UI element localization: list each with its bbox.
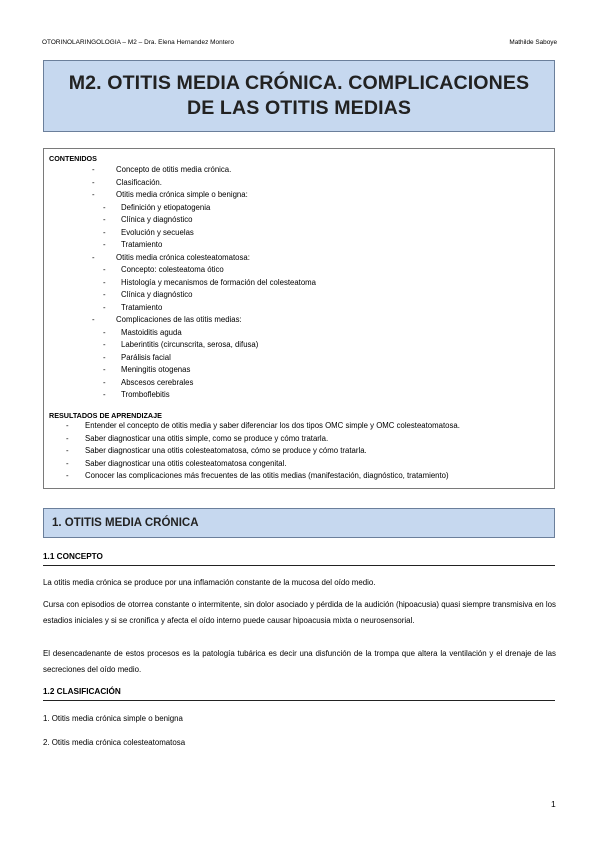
section-1-heading: 1. OTITIS MEDIA CRÓNICA [43,508,555,538]
contenidos-subitem: - Clínica y diagnóstico [103,290,193,299]
resultados-heading: RESULTADOS DE APRENDIZAJE [49,411,162,420]
contenidos-subitem: - Tratamiento [103,240,163,249]
contenidos-subitem: - Evolución y secuelas [103,227,194,237]
contenidos-subitem: - Laberintitis (circunscrita, serosa, difusa) [103,340,259,349]
page-title-line-2: DE LAS OTITIS MEDIAS [186,97,412,119]
concepto-paragraph-3: El desencadenante de estos procesos es la patología tubárica es decir una disfunción de la trompa que altera la ventilación y el drenaje de las secreciones del oído medio. [43,649,556,674]
resultados-item: - Saber diagnosticar una otitis colesteatomatosa, cómo se produce y cómo tratarla. [66,446,367,455]
running-header-course: OTORINOLARINGOLOGIA – M2 – Dra. Elena Hernandez Montero [42,39,234,46]
contenidos-item: - Concepto de otitis media crónica. [92,165,232,174]
resultados-item: - Entender el concepto de otitis media y saber diferenciar los dos tipos OMC simple y OMC colesteatomatosa. [66,421,460,430]
concepto-paragraph-1: La otitis media crónica se produce por una inflamación constante de la mucosa del oído medio. [43,578,376,587]
contenidos-subitem: - Definición y etiopatogenia [103,202,211,212]
contenidos-subitem: - Clínica y diagnóstico [103,215,193,224]
page-number: 1 [551,799,556,809]
contenidos-subitem: - Tratamiento [103,302,163,312]
clasificacion-item-1: 1. Otitis media crónica simple o benigna [43,714,183,723]
resultados-item: - Saber diagnosticar una otitis simple, como se produce y cómo tratarla. [66,433,329,443]
contenidos-item: - Clasificación. [92,177,162,187]
concepto-paragraph-2: Cursa con episodios de otorrea constante o intermitente, sin dolor asociado y pérdida de la audición (hipoacusia) quasi siempre transmisiva en los estadios iniciales y si se cronifica y afecta el oído interno puede causar hipoacusia mixta o neurosensorial. [43,600,556,625]
contenidos-item: - Complicaciones de las otitis medias: [92,315,242,324]
contenidos-subitem: - Abscesos cerebrales [103,377,194,387]
running-header-author: Mathilde Saboye [509,39,557,46]
contenidos-item: - Otitis media crónica colesteatomatosa: [92,252,250,262]
page-title-line-1: M2. OTITIS MEDIA CRÓNICA. COMPLICACIONES [68,72,530,94]
resultados-item: - Saber diagnosticar una otitis colesteatomatosa congenital. [66,458,287,468]
contenidos-subitem: - Parálisis facial [103,352,171,362]
contenidos-heading: CONTENIDOS [49,154,97,163]
clasificacion-item-2: 2. Otitis media crónica colesteatomatosa [43,738,186,747]
title-box [43,60,555,132]
concepto-heading: 1.1 CONCEPTO [43,552,555,566]
resultados-item: - Conocer las complicaciones más frecuentes de las otitis medias (manifestación, diagnóstico, tratamiento) [66,471,449,480]
contenidos-subitem: - Concepto: colesteatoma ótico [103,265,224,274]
contenidos-item: - Otitis media crónica simple o benigna: [92,190,248,199]
contenidos-subitem: - Meningitis otogenas [103,365,191,374]
contenidos-subitem: - Mastoiditis aguda [103,327,182,337]
contents-box [43,148,555,489]
clasificacion-heading: 1.2 CLASIFICACIÓN [43,687,555,701]
contenidos-subitem: - Histología y mecanismos de formación del colesteatoma [103,277,317,287]
contenidos-subitem: - Tromboflebitis [103,390,170,399]
